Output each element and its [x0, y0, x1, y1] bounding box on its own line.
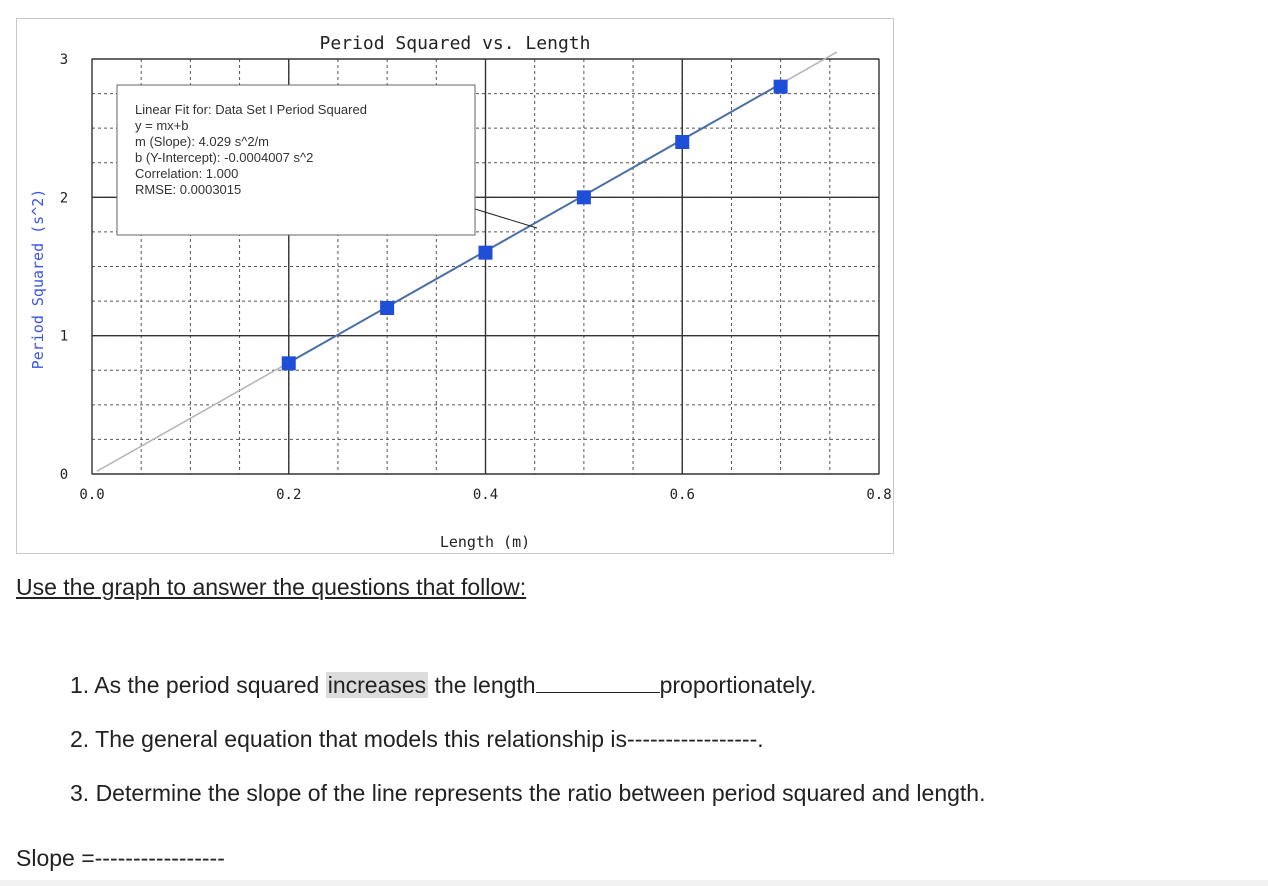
highlighted-word: increases: [327, 672, 427, 698]
y-tick-label: 0: [59, 467, 69, 483]
data-point: [774, 80, 788, 94]
annotation-line-3: m (Slope): 4.029 s^2/m: [135, 134, 269, 149]
chart-panel: [16, 18, 894, 554]
x-tick-label: 0.8: [866, 487, 892, 503]
chart-title: Period Squared vs. Length: [319, 33, 591, 54]
annotation-line-2: y = mx+b: [135, 118, 189, 133]
x-tick-label: 0.2: [276, 487, 302, 503]
linear-fit-annotation: [117, 85, 537, 235]
x-tick-label: 0.0: [79, 487, 105, 503]
data-point: [577, 190, 591, 204]
x-axis-label: Length (m): [439, 533, 531, 551]
chart-svg: [17, 19, 895, 555]
answer-blank: [536, 672, 660, 693]
annotation-line-5: Correlation: 1.000: [135, 166, 239, 181]
x-tick-label: 0.4: [472, 487, 499, 503]
question-1-suffix: proportionately.: [659, 672, 817, 698]
annotation-line-4: b (Y-Intercept): -0.0004007 s^2: [135, 150, 314, 165]
question-1: [70, 668, 985, 722]
page-bottom-strip: [0, 880, 1268, 886]
annotation-line-6: RMSE: 0.0003015: [135, 182, 242, 197]
question-1-prefix: 1. As the period squared: [70, 672, 326, 698]
data-point: [675, 135, 689, 149]
question-list: [70, 668, 985, 830]
data-point: [282, 356, 296, 370]
y-tick-label: 3: [59, 52, 69, 68]
y-axis-label: Period Squared (s^2): [29, 188, 47, 370]
data-point: [479, 246, 493, 260]
question-1-middle: the length: [428, 672, 536, 698]
annotation-line-1: Linear Fit for: Data Set I Period Squared: [135, 102, 367, 117]
slope-answer-line: Slope =-----------------: [16, 845, 225, 871]
data-point: [380, 301, 394, 315]
instruction-text: Use the graph to answer the questions that follow:: [16, 574, 527, 600]
question-3: 3. Determine the slope of the line represents the ratio between period squared and length.: [70, 780, 986, 806]
x-tick-label: 0.6: [669, 487, 695, 503]
y-tick-label: 1: [59, 328, 69, 345]
question-2: 2. The general equation that models this relationship is-----------------.: [70, 726, 764, 752]
annotation-pointer: [475, 209, 537, 228]
y-tick-label: 2: [59, 190, 69, 207]
